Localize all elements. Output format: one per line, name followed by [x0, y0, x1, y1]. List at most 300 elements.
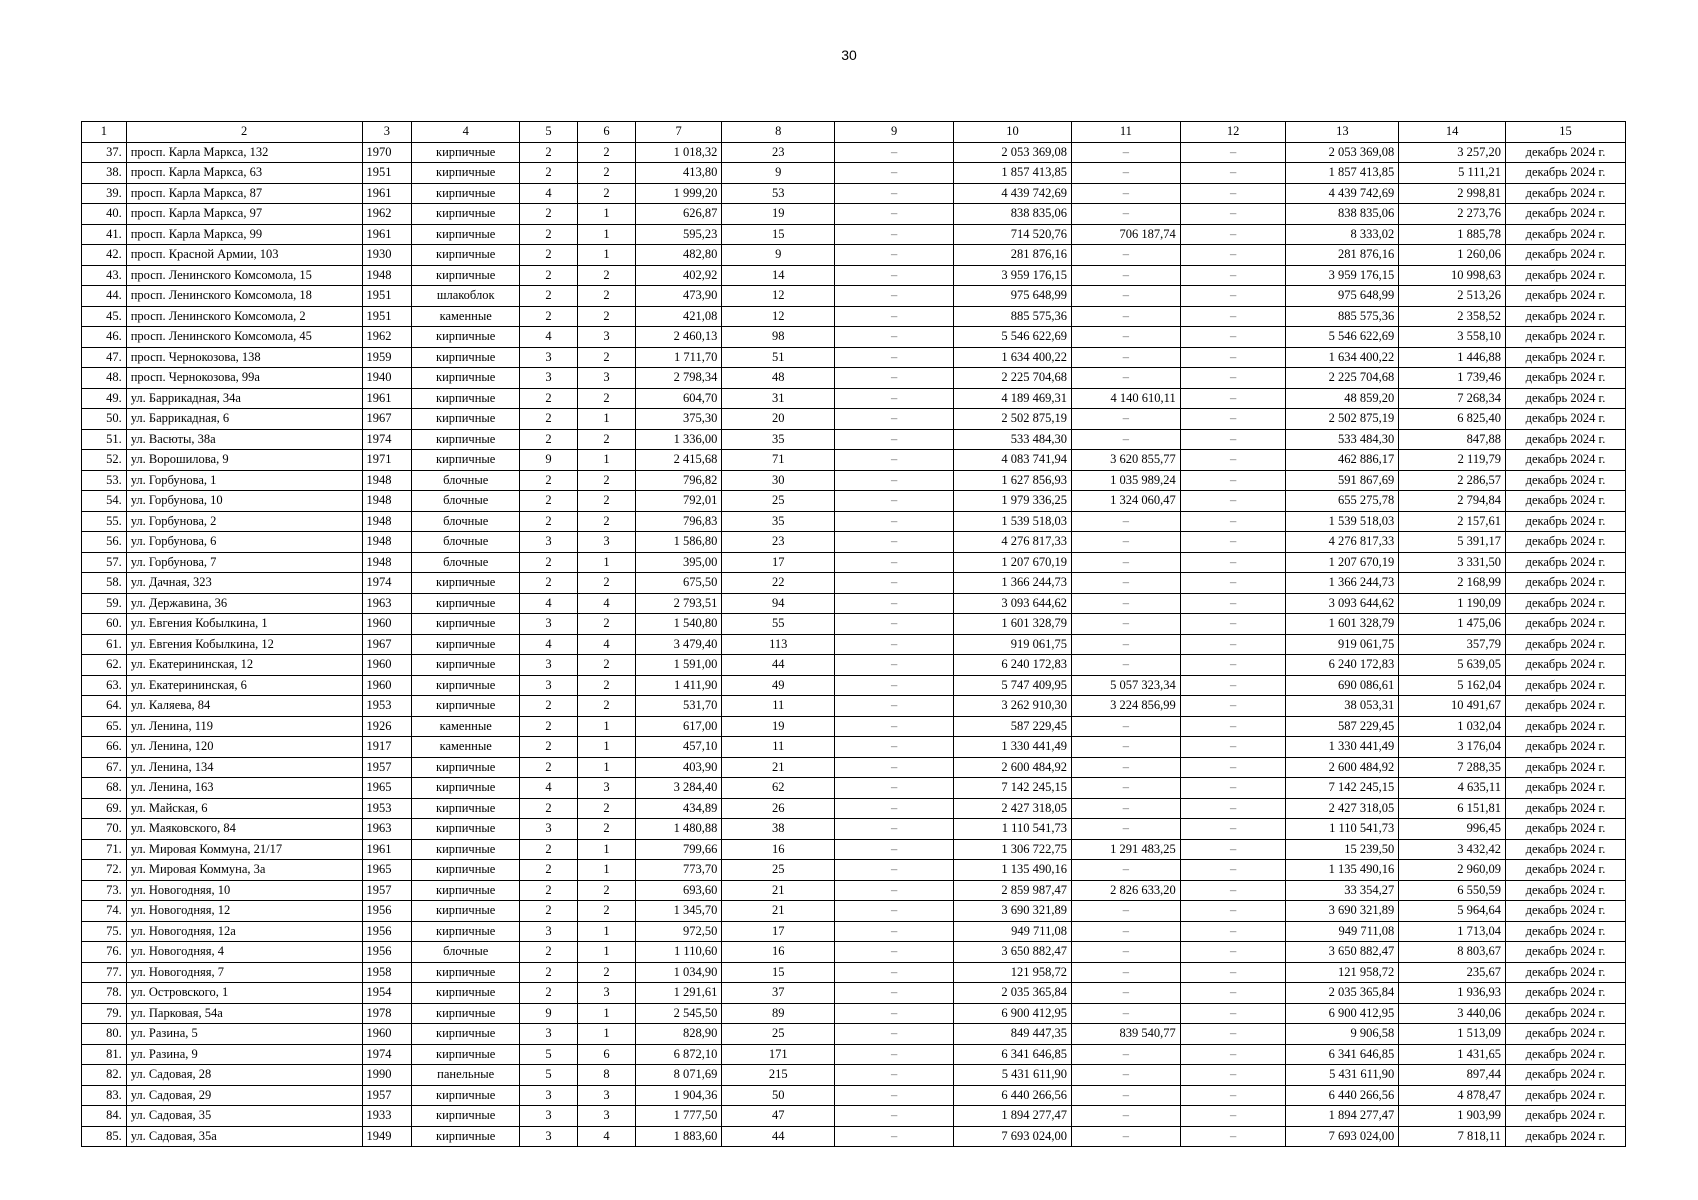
cell-area: 421,08: [635, 306, 721, 327]
cell-floors: 2: [520, 409, 578, 430]
cell-cost-total: 2 035 365,84: [954, 983, 1072, 1004]
cell-cost-col13: 7 693 024,00: [1286, 1126, 1399, 1147]
cell-cost-total: 1 306 722,75: [954, 839, 1072, 860]
cell-cost-total: 1 627 856,93: [954, 470, 1072, 491]
cell-wall-material: кирпичные: [412, 1044, 520, 1065]
cell-year-built: 1951: [362, 286, 412, 307]
cell-deadline: декабрь 2024 г.: [1505, 532, 1625, 553]
cell-cost-col9: –: [835, 265, 954, 286]
cell-area: 1 110,60: [635, 942, 721, 963]
cell-row-number: 78.: [82, 983, 127, 1004]
cell-cost-col13: 121 958,72: [1286, 962, 1399, 983]
cell-cost-col9: –: [835, 224, 954, 245]
cell-cost-col11: –: [1071, 901, 1180, 922]
cell-address: ул. Васюты, 38а: [126, 429, 362, 450]
cell-cost-col11: 706 187,74: [1071, 224, 1180, 245]
cell-year-built: 1963: [362, 593, 412, 614]
cell-cost-col12: –: [1180, 593, 1286, 614]
cell-cost-per-unit: 2 513,26: [1399, 286, 1506, 307]
cell-cost-per-unit: 2 998,81: [1399, 183, 1506, 204]
cell-cost-col9: –: [835, 368, 954, 389]
cell-year-built: 1967: [362, 634, 412, 655]
cell-cost-col13: 3 959 176,15: [1286, 265, 1399, 286]
cell-row-number: 73.: [82, 880, 127, 901]
cell-deadline: декабрь 2024 г.: [1505, 901, 1625, 922]
cell-cost-col12: –: [1180, 839, 1286, 860]
cell-cost-col11: –: [1071, 921, 1180, 942]
cell-cost-col13: 1 330 441,49: [1286, 737, 1399, 758]
cell-cost-col11: –: [1071, 798, 1180, 819]
cell-address: ул. Ленина, 120: [126, 737, 362, 758]
cell-cost-total: 1 979 336,25: [954, 491, 1072, 512]
cell-address: ул. Новогодняя, 12: [126, 901, 362, 922]
cell-cost-col13: 6 341 646,85: [1286, 1044, 1399, 1065]
cell-cost-col11: –: [1071, 347, 1180, 368]
cell-residents: 15: [722, 962, 835, 983]
cell-year-built: 1953: [362, 696, 412, 717]
cell-floors: 2: [520, 470, 578, 491]
cell-cost-col9: –: [835, 634, 954, 655]
cell-address: ул. Садовая, 29: [126, 1085, 362, 1106]
cell-address: ул. Островского, 1: [126, 983, 362, 1004]
cell-residents: 44: [722, 655, 835, 676]
cell-wall-material: кирпичные: [412, 450, 520, 471]
cell-area: 799,66: [635, 839, 721, 860]
cell-floors: 2: [520, 983, 578, 1004]
cell-deadline: декабрь 2024 г.: [1505, 860, 1625, 881]
cell-year-built: 1962: [362, 327, 412, 348]
cell-floors: 3: [520, 1126, 578, 1147]
cell-cost-col9: –: [835, 573, 954, 594]
cell-cost-total: 1 857 413,85: [954, 163, 1072, 184]
cell-address: ул. Евгения Кобылкина, 12: [126, 634, 362, 655]
cell-entrances: 2: [578, 962, 636, 983]
cell-address: ул. Ленина, 119: [126, 716, 362, 737]
cell-address: ул. Мировая Коммуна, 21/17: [126, 839, 362, 860]
cell-deadline: декабрь 2024 г.: [1505, 511, 1625, 532]
cell-cost-col9: –: [835, 655, 954, 676]
cell-residents: 49: [722, 675, 835, 696]
cell-cost-col11: –: [1071, 573, 1180, 594]
cell-floors: 2: [520, 860, 578, 881]
cell-wall-material: кирпичные: [412, 901, 520, 922]
column-header: 3: [362, 122, 412, 143]
cell-entrances: 6: [578, 1044, 636, 1065]
cell-row-number: 54.: [82, 491, 127, 512]
cell-cost-per-unit: 1 032,04: [1399, 716, 1506, 737]
cell-cost-per-unit: 1 936,93: [1399, 983, 1506, 1004]
cell-cost-col13: 533 484,30: [1286, 429, 1399, 450]
cell-cost-total: 4 276 817,33: [954, 532, 1072, 553]
cell-floors: 3: [520, 614, 578, 635]
column-header: 8: [722, 122, 835, 143]
cell-deadline: декабрь 2024 г.: [1505, 142, 1625, 163]
cell-deadline: декабрь 2024 г.: [1505, 798, 1625, 819]
cell-entrances: 2: [578, 614, 636, 635]
cell-cost-col13: 48 859,20: [1286, 388, 1399, 409]
cell-cost-col9: –: [835, 429, 954, 450]
cell-wall-material: блочные: [412, 532, 520, 553]
cell-cost-total: 885 575,36: [954, 306, 1072, 327]
cell-wall-material: блочные: [412, 511, 520, 532]
cell-deadline: декабрь 2024 г.: [1505, 1044, 1625, 1065]
cell-deadline: декабрь 2024 г.: [1505, 737, 1625, 758]
table-row: [82, 429, 1626, 450]
cell-cost-col12: –: [1180, 757, 1286, 778]
cell-area: 828,90: [635, 1024, 721, 1045]
cell-wall-material: кирпичные: [412, 593, 520, 614]
cell-entrances: 1: [578, 839, 636, 860]
cell-cost-col11: 3 224 856,99: [1071, 696, 1180, 717]
cell-cost-col12: –: [1180, 368, 1286, 389]
cell-cost-col9: –: [835, 409, 954, 430]
cell-cost-total: 838 835,06: [954, 204, 1072, 225]
cell-address: просп. Ленинского Комсомола, 2: [126, 306, 362, 327]
cell-area: 1 904,36: [635, 1085, 721, 1106]
cell-year-built: 1960: [362, 614, 412, 635]
cell-cost-col11: –: [1071, 614, 1180, 635]
cell-residents: 71: [722, 450, 835, 471]
table-row: [82, 942, 1626, 963]
cell-area: 1 336,00: [635, 429, 721, 450]
cell-area: 2 460,13: [635, 327, 721, 348]
cell-cost-col9: –: [835, 286, 954, 307]
cell-year-built: 1965: [362, 860, 412, 881]
cell-entrances: 2: [578, 573, 636, 594]
cell-row-number: 68.: [82, 778, 127, 799]
cell-cost-col12: –: [1180, 204, 1286, 225]
cell-year-built: 1974: [362, 1044, 412, 1065]
cell-address: просп. Карла Маркса, 99: [126, 224, 362, 245]
cell-cost-col9: –: [835, 388, 954, 409]
cell-residents: 17: [722, 921, 835, 942]
cell-row-number: 65.: [82, 716, 127, 737]
column-number-header-row: [82, 122, 1626, 143]
cell-residents: 17: [722, 552, 835, 573]
cell-entrances: 3: [578, 1085, 636, 1106]
cell-cost-col11: –: [1071, 368, 1180, 389]
cell-entrances: 3: [578, 983, 636, 1004]
cell-residents: 16: [722, 839, 835, 860]
cell-cost-col9: –: [835, 860, 954, 881]
cell-deadline: декабрь 2024 г.: [1505, 983, 1625, 1004]
cell-area: 2 793,51: [635, 593, 721, 614]
cell-cost-col12: –: [1180, 327, 1286, 348]
cell-wall-material: кирпичные: [412, 757, 520, 778]
cell-cost-per-unit: 6 825,40: [1399, 409, 1506, 430]
cell-year-built: 1948: [362, 265, 412, 286]
table-row: [82, 1126, 1626, 1147]
cell-cost-col13: 591 867,69: [1286, 470, 1399, 491]
cell-area: 375,30: [635, 409, 721, 430]
cell-residents: 22: [722, 573, 835, 594]
cell-deadline: декабрь 2024 г.: [1505, 368, 1625, 389]
cell-year-built: 1948: [362, 491, 412, 512]
cell-cost-col9: –: [835, 1106, 954, 1127]
cell-area: 1 777,50: [635, 1106, 721, 1127]
cell-cost-total: 1 366 244,73: [954, 573, 1072, 594]
cell-cost-col11: 3 620 855,77: [1071, 450, 1180, 471]
cell-year-built: 1961: [362, 839, 412, 860]
cell-wall-material: кирпичные: [412, 655, 520, 676]
cell-cost-col11: 4 140 610,11: [1071, 388, 1180, 409]
table-row: [82, 798, 1626, 819]
table-row: [82, 409, 1626, 430]
cell-residents: 94: [722, 593, 835, 614]
cell-floors: 2: [520, 429, 578, 450]
column-header: 6: [578, 122, 636, 143]
cell-cost-col11: 2 826 633,20: [1071, 880, 1180, 901]
cell-year-built: 1948: [362, 532, 412, 553]
cell-cost-col12: –: [1180, 163, 1286, 184]
cell-row-number: 50.: [82, 409, 127, 430]
cell-floors: 2: [520, 839, 578, 860]
cell-address: ул. Горбунова, 6: [126, 532, 362, 553]
cell-cost-col9: –: [835, 1044, 954, 1065]
cell-area: 675,50: [635, 573, 721, 594]
cell-area: 1 711,70: [635, 347, 721, 368]
cell-area: 6 872,10: [635, 1044, 721, 1065]
cell-deadline: декабрь 2024 г.: [1505, 491, 1625, 512]
cell-wall-material: кирпичные: [412, 880, 520, 901]
cell-floors: 2: [520, 245, 578, 266]
cell-wall-material: кирпичные: [412, 614, 520, 635]
cell-address: ул. Новогодняя, 7: [126, 962, 362, 983]
cell-residents: 113: [722, 634, 835, 655]
cell-entrances: 1: [578, 552, 636, 573]
cell-wall-material: кирпичные: [412, 921, 520, 942]
cell-area: 1 411,90: [635, 675, 721, 696]
cell-wall-material: шлакоблок: [412, 286, 520, 307]
cell-deadline: декабрь 2024 г.: [1505, 880, 1625, 901]
cell-row-number: 75.: [82, 921, 127, 942]
cell-address: просп. Ленинского Комсомола, 18: [126, 286, 362, 307]
cell-cost-col12: –: [1180, 716, 1286, 737]
cell-cost-total: 2 225 704,68: [954, 368, 1072, 389]
cell-year-built: 1963: [362, 819, 412, 840]
cell-cost-col11: –: [1071, 1044, 1180, 1065]
cell-cost-col11: 839 540,77: [1071, 1024, 1180, 1045]
cell-cost-col13: 1 634 400,22: [1286, 347, 1399, 368]
cell-address: просп. Красной Армии, 103: [126, 245, 362, 266]
cell-deadline: декабрь 2024 г.: [1505, 552, 1625, 573]
cell-floors: 2: [520, 737, 578, 758]
cell-entrances: 4: [578, 593, 636, 614]
cell-cost-col11: 1 324 060,47: [1071, 491, 1180, 512]
cell-row-number: 71.: [82, 839, 127, 860]
cell-cost-total: 533 484,30: [954, 429, 1072, 450]
cell-cost-col12: –: [1180, 1106, 1286, 1127]
cell-cost-col11: –: [1071, 409, 1180, 430]
cell-cost-per-unit: 3 432,42: [1399, 839, 1506, 860]
cell-cost-per-unit: 3 176,04: [1399, 737, 1506, 758]
cell-cost-per-unit: 7 818,11: [1399, 1126, 1506, 1147]
cell-row-number: 44.: [82, 286, 127, 307]
cell-address: просп. Карла Маркса, 132: [126, 142, 362, 163]
cell-cost-col9: –: [835, 1085, 954, 1106]
cell-area: 972,50: [635, 921, 721, 942]
table-row: [82, 286, 1626, 307]
cell-cost-col12: –: [1180, 1126, 1286, 1147]
cell-cost-col11: –: [1071, 183, 1180, 204]
cell-cost-col12: –: [1180, 347, 1286, 368]
cell-row-number: 69.: [82, 798, 127, 819]
cell-wall-material: панельные: [412, 1065, 520, 1086]
cell-deadline: декабрь 2024 г.: [1505, 716, 1625, 737]
cell-cost-col9: –: [835, 306, 954, 327]
cell-deadline: декабрь 2024 г.: [1505, 778, 1625, 799]
cell-floors: 4: [520, 327, 578, 348]
cell-residents: 14: [722, 265, 835, 286]
cell-year-built: 1954: [362, 983, 412, 1004]
cell-residents: 44: [722, 1126, 835, 1147]
cell-deadline: декабрь 2024 г.: [1505, 696, 1625, 717]
cell-wall-material: кирпичные: [412, 142, 520, 163]
cell-cost-col12: –: [1180, 409, 1286, 430]
cell-cost-per-unit: 2 794,84: [1399, 491, 1506, 512]
cell-cost-total: 3 690 321,89: [954, 901, 1072, 922]
cell-entrances: 1: [578, 921, 636, 942]
cell-entrances: 3: [578, 1106, 636, 1127]
cell-year-built: 1959: [362, 347, 412, 368]
cell-row-number: 43.: [82, 265, 127, 286]
cell-row-number: 72.: [82, 860, 127, 881]
cell-wall-material: кирпичные: [412, 347, 520, 368]
cell-area: 2 415,68: [635, 450, 721, 471]
cell-wall-material: кирпичные: [412, 429, 520, 450]
cell-cost-per-unit: 10 491,67: [1399, 696, 1506, 717]
column-header: 15: [1505, 122, 1625, 143]
cell-address: ул. Садовая, 35: [126, 1106, 362, 1127]
table-row: [82, 819, 1626, 840]
cell-cost-per-unit: 235,67: [1399, 962, 1506, 983]
table-row: [82, 860, 1626, 881]
cell-entrances: 3: [578, 327, 636, 348]
cell-row-number: 55.: [82, 511, 127, 532]
cell-year-built: 1990: [362, 1065, 412, 1086]
cell-entrances: 2: [578, 347, 636, 368]
cell-address: ул. Евгения Кобылкина, 1: [126, 614, 362, 635]
cell-entrances: 1: [578, 450, 636, 471]
cell-cost-col9: –: [835, 183, 954, 204]
cell-cost-col12: –: [1180, 696, 1286, 717]
cell-cost-total: 2 859 987,47: [954, 880, 1072, 901]
cell-cost-col12: –: [1180, 142, 1286, 163]
cell-cost-per-unit: 7 268,34: [1399, 388, 1506, 409]
cell-row-number: 76.: [82, 942, 127, 963]
cell-floors: 3: [520, 675, 578, 696]
cell-residents: 47: [722, 1106, 835, 1127]
cell-cost-col12: –: [1180, 286, 1286, 307]
cell-cost-col11: –: [1071, 204, 1180, 225]
cell-wall-material: кирпичные: [412, 1106, 520, 1127]
column-header: 9: [835, 122, 954, 143]
cell-row-number: 53.: [82, 470, 127, 491]
cell-cost-col11: –: [1071, 1106, 1180, 1127]
cell-cost-col9: –: [835, 327, 954, 348]
cell-cost-per-unit: 1 446,88: [1399, 347, 1506, 368]
cell-address: ул. Дачная, 323: [126, 573, 362, 594]
cell-row-number: 58.: [82, 573, 127, 594]
cell-cost-col12: –: [1180, 880, 1286, 901]
table-row: [82, 634, 1626, 655]
cell-cost-col9: –: [835, 532, 954, 553]
cell-wall-material: кирпичные: [412, 573, 520, 594]
cell-residents: 25: [722, 1024, 835, 1045]
cell-year-built: 1961: [362, 388, 412, 409]
cell-cost-col9: –: [835, 491, 954, 512]
cell-floors: 2: [520, 942, 578, 963]
cell-cost-col11: 5 057 323,34: [1071, 675, 1180, 696]
cell-cost-total: 1 135 490,16: [954, 860, 1072, 881]
cell-entrances: 1: [578, 716, 636, 737]
cell-residents: 12: [722, 306, 835, 327]
cell-residents: 9: [722, 163, 835, 184]
cell-address: ул. Новогодняя, 4: [126, 942, 362, 963]
cell-row-number: 56.: [82, 532, 127, 553]
cell-floors: 5: [520, 1065, 578, 1086]
cell-cost-col13: 975 648,99: [1286, 286, 1399, 307]
cell-cost-col13: 6 440 266,56: [1286, 1085, 1399, 1106]
cell-cost-per-unit: 1 739,46: [1399, 368, 1506, 389]
cell-area: 1 018,32: [635, 142, 721, 163]
cell-year-built: 1957: [362, 1085, 412, 1106]
cell-deadline: декабрь 2024 г.: [1505, 470, 1625, 491]
cell-year-built: 1951: [362, 306, 412, 327]
cell-floors: 2: [520, 286, 578, 307]
table-row: [82, 163, 1626, 184]
cell-cost-total: 1 539 518,03: [954, 511, 1072, 532]
cell-cost-col12: –: [1180, 962, 1286, 983]
cell-residents: 16: [722, 942, 835, 963]
cell-wall-material: кирпичные: [412, 265, 520, 286]
table-row: [82, 614, 1626, 635]
cell-cost-per-unit: 3 331,50: [1399, 552, 1506, 573]
cell-floors: 2: [520, 491, 578, 512]
cell-row-number: 41.: [82, 224, 127, 245]
cell-address: ул. Садовая, 35а: [126, 1126, 362, 1147]
cell-cost-col13: 9 906,58: [1286, 1024, 1399, 1045]
cell-cost-per-unit: 847,88: [1399, 429, 1506, 450]
cell-entrances: 1: [578, 245, 636, 266]
cell-address: ул. Мировая Коммуна, 3а: [126, 860, 362, 881]
cell-cost-col13: 919 061,75: [1286, 634, 1399, 655]
cell-address: ул. Разина, 5: [126, 1024, 362, 1045]
cell-cost-per-unit: 2 273,76: [1399, 204, 1506, 225]
cell-cost-col13: 587 229,45: [1286, 716, 1399, 737]
cell-cost-col11: –: [1071, 511, 1180, 532]
cell-entrances: 4: [578, 634, 636, 655]
cell-deadline: декабрь 2024 г.: [1505, 1024, 1625, 1045]
cell-deadline: декабрь 2024 г.: [1505, 1106, 1625, 1127]
table-row: [82, 1003, 1626, 1024]
cell-deadline: декабрь 2024 г.: [1505, 450, 1625, 471]
cell-cost-total: 714 520,76: [954, 224, 1072, 245]
cell-cost-col12: –: [1180, 1065, 1286, 1086]
cell-residents: 89: [722, 1003, 835, 1024]
cell-year-built: 1953: [362, 798, 412, 819]
cell-year-built: 1951: [362, 163, 412, 184]
table-row: [82, 737, 1626, 758]
cell-deadline: декабрь 2024 г.: [1505, 1003, 1625, 1024]
cell-year-built: 1960: [362, 1024, 412, 1045]
cell-row-number: 77.: [82, 962, 127, 983]
cell-cost-total: 587 229,45: [954, 716, 1072, 737]
column-header: 2: [126, 122, 362, 143]
cell-cost-col13: 1 857 413,85: [1286, 163, 1399, 184]
cell-deadline: декабрь 2024 г.: [1505, 819, 1625, 840]
cell-area: 1 999,20: [635, 183, 721, 204]
